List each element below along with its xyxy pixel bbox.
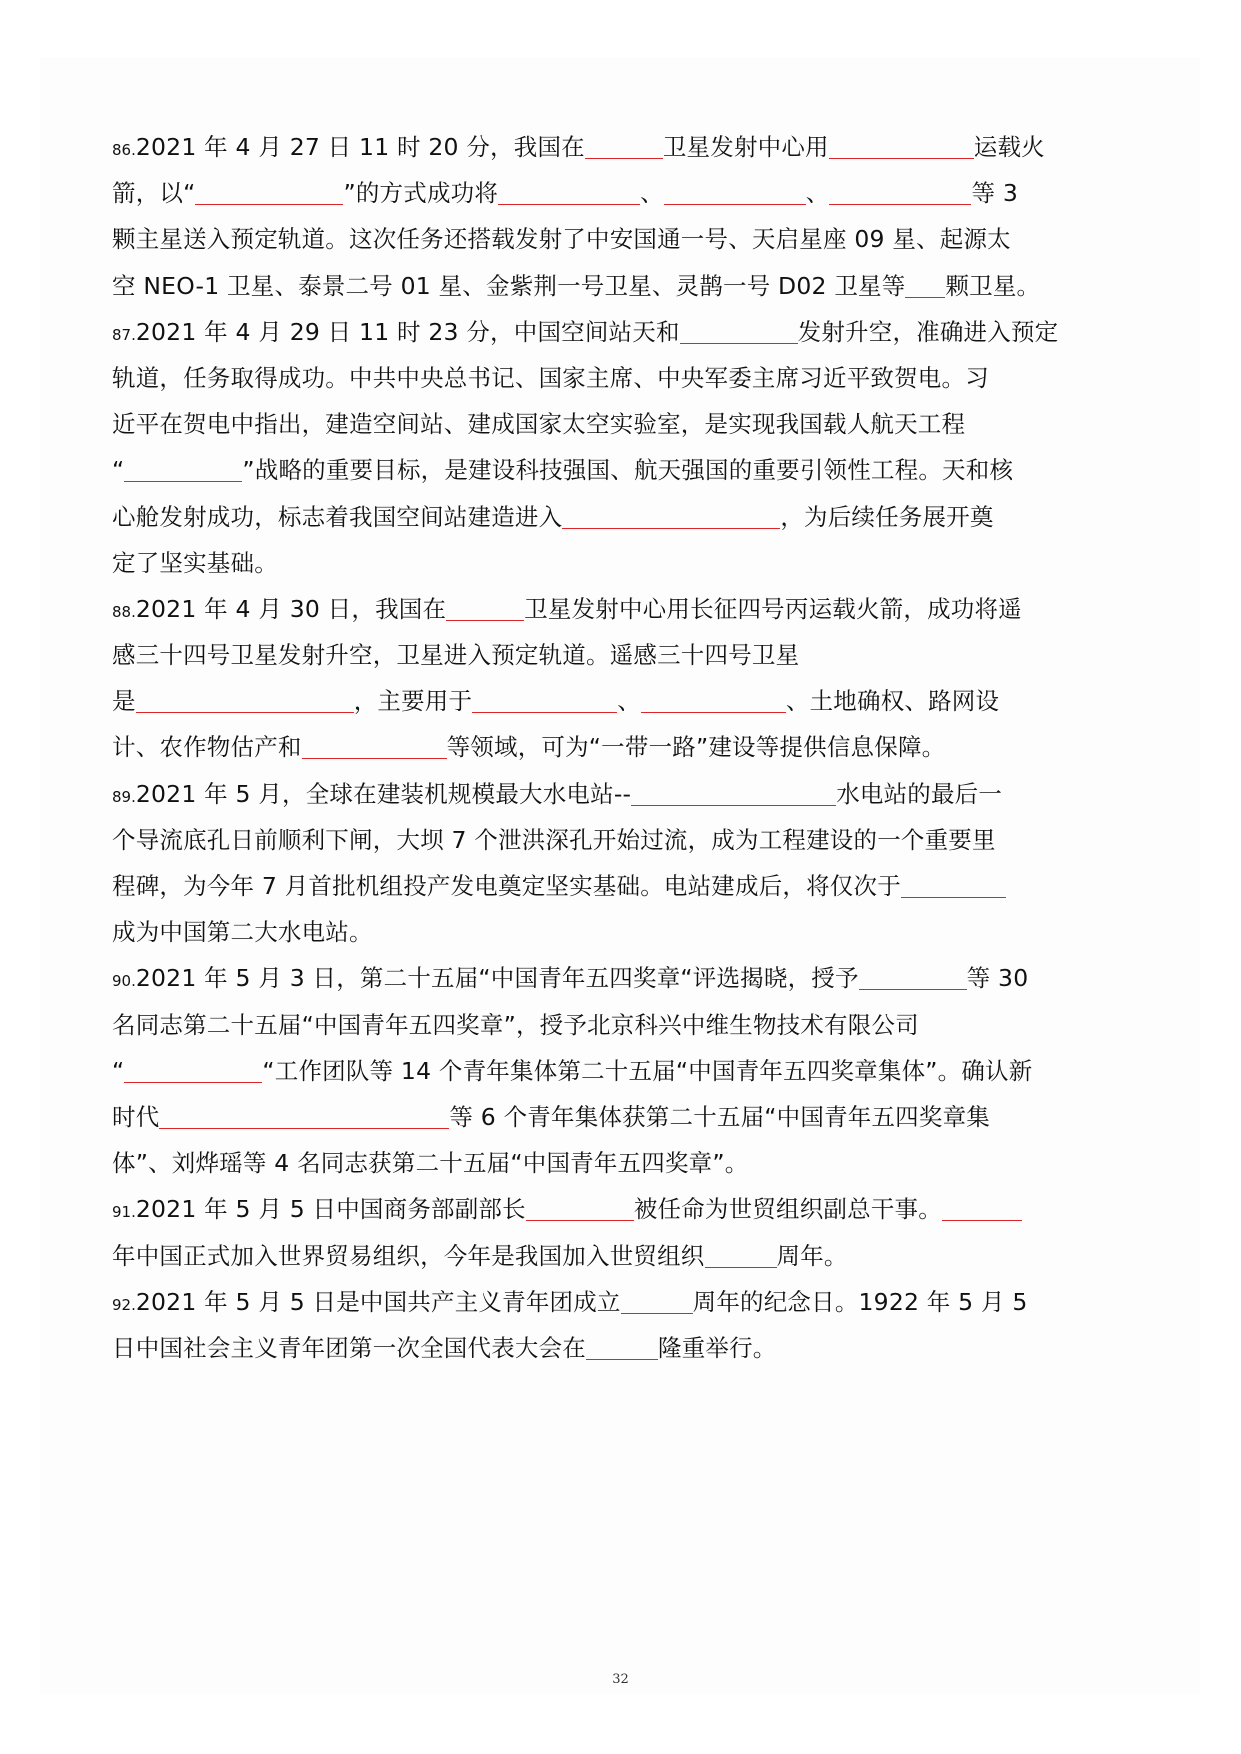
fill-in-blank[interactable] <box>526 1196 634 1221</box>
text-line <box>112 1325 1132 1371</box>
question-text: 2021 年 4 月 30 日，我国在 <box>135 594 447 623</box>
question-number: 92. <box>112 1295 136 1314</box>
question-text: 定了坚实基础。 <box>112 548 278 577</box>
question-text: 、 <box>617 687 641 716</box>
question-text: 2021 年 5 月 5 日是中国共产主义青年团成立 <box>135 1287 621 1316</box>
question-text: 计、农作物估产和 <box>112 733 302 762</box>
question-text: 发射升空，准确进入预定 <box>797 317 1059 346</box>
fill-in-blank[interactable] <box>901 873 1006 898</box>
question-number: 87. <box>112 325 136 344</box>
text-line <box>112 586 1132 632</box>
question-text: 运载火 <box>973 133 1045 161</box>
text-line <box>112 1094 1132 1140</box>
question-number: 91. <box>112 1203 136 1222</box>
fill-in-blank[interactable] <box>498 180 640 205</box>
question-number: 88. <box>112 602 136 621</box>
question-text: 2021 年 5 月，全球在建装机规模最大水电站-- <box>135 779 632 808</box>
text-line <box>112 401 1132 447</box>
text-line <box>112 216 1132 262</box>
text-line <box>112 124 1132 170</box>
text-line <box>112 817 1132 863</box>
fill-in-blank[interactable] <box>195 180 343 205</box>
question-text: 、 <box>640 179 664 208</box>
question-86 <box>112 124 1132 309</box>
text-line <box>112 678 1132 724</box>
text-line <box>112 909 1132 955</box>
text-line <box>112 632 1132 678</box>
question-text: ，主要用于 <box>353 687 473 716</box>
question-text: 名同志第二十五届“中国青年五四奖章”，授予北京科兴中维生物技术有限公司 <box>112 1010 919 1039</box>
fill-in-blank[interactable] <box>641 688 786 713</box>
question-87 <box>112 309 1132 586</box>
question-88 <box>112 586 1132 771</box>
question-text: ，为后续任务展开奠 <box>780 502 994 531</box>
fill-in-blank[interactable] <box>136 688 354 713</box>
text-line <box>112 1048 1132 1094</box>
question-text: 轨道，任务取得成功。中共中央总书记、国家主席、中央军委主席习近平致贺电。习 <box>112 363 989 392</box>
question-text: 空 NEO-1 卫星、泰景二号 01 星、金紫荆一号卫星、灵鹊一号 D02 卫星等 <box>112 271 906 300</box>
fill-in-blank[interactable] <box>859 965 967 990</box>
fill-in-blank[interactable] <box>585 134 663 159</box>
question-text: 等领域，可为“一带一路”建设等提供信息保障。 <box>446 733 946 762</box>
question-text: 颗主星送入预定轨道。这次任务还搭载发射了中安国通一号、天启星座 09 星、起源太 <box>112 225 1011 254</box>
text-line <box>112 494 1132 540</box>
question-text: ”的方式成功将 <box>343 179 499 208</box>
question-89 <box>112 771 1132 956</box>
question-text: ”战略的重要目标，是建设科技强国、航天强国的重要引领性工程。天和核 <box>242 456 1014 485</box>
question-text: 成为中国第二大水电站。 <box>112 918 373 947</box>
question-text: 周年。 <box>776 1241 848 1270</box>
fill-in-blank[interactable] <box>705 1243 777 1268</box>
question-text: 、 <box>805 179 830 208</box>
fill-in-blank[interactable] <box>680 319 798 344</box>
fill-in-blank[interactable] <box>562 504 780 529</box>
fill-in-blank[interactable] <box>621 1289 693 1314</box>
question-text: 体”、刘烨瑶等 4 名同志获第二十五届“中国青年五四奖章”。 <box>112 1149 749 1178</box>
text-line <box>112 263 1132 309</box>
text-line <box>112 170 1132 216</box>
question-text: 卫星发射中心用 <box>662 133 829 161</box>
question-text: 等 6 个青年集体获第二十五届“中国青年五四奖章集 <box>449 1102 990 1131</box>
fill-in-blank[interactable] <box>124 457 242 482</box>
question-text: 心舱发射成功，标志着我国空间站建造进入 <box>112 502 563 531</box>
question-text: 2021 年 4 月 29 日 11 时 23 分，中国空间站天和 <box>135 317 680 346</box>
question-text: 周年的纪念日。1922 年 5 月 5 <box>692 1287 1028 1316</box>
text-line <box>112 724 1132 770</box>
text-line <box>112 1002 1132 1048</box>
text-line <box>112 863 1132 909</box>
text-line <box>112 447 1132 493</box>
question-number: 86. <box>112 141 136 159</box>
question-text: 水电站的最后一 <box>836 779 1003 808</box>
text-line <box>112 540 1132 586</box>
question-text: 感三十四号卫星发射升空，卫星进入预定轨道。遥感三十四号卫星 <box>112 641 800 670</box>
question-text: 、土地确权、路网设 <box>785 687 1000 716</box>
question-text: “ <box>112 456 125 485</box>
fill-in-blank[interactable] <box>124 1058 262 1083</box>
fill-in-blank[interactable] <box>942 1196 1022 1221</box>
fill-in-blank[interactable] <box>664 180 806 205</box>
text-line <box>112 355 1132 401</box>
text-line <box>112 1186 1132 1232</box>
question-text: 隆重举行。 <box>658 1333 777 1362</box>
question-92 <box>112 1279 1132 1371</box>
question-text: 颗卫星。 <box>945 271 1041 300</box>
question-text: 是 <box>112 687 136 716</box>
question-text: 被任命为世贸组织副总干事。 <box>633 1195 942 1224</box>
question-text: 程碑，为今年 7 月首批机组投产发电奠定坚实基础。电站建成后，将仅次于 <box>112 872 901 900</box>
fill-in-blank[interactable] <box>829 180 971 205</box>
fill-in-blank[interactable] <box>586 1335 658 1360</box>
text-line <box>112 309 1132 355</box>
text-line <box>112 1279 1132 1325</box>
question-text: 2021 年 5 月 5 日中国商务部副部长 <box>135 1195 526 1224</box>
fill-in-blank[interactable] <box>472 688 617 713</box>
fill-in-blank[interactable] <box>631 781 836 806</box>
fill-in-blank[interactable] <box>446 596 524 621</box>
question-text: 年中国正式加入世界贸易组织，今年是我国加入世贸组织 <box>112 1241 705 1270</box>
question-text: 等 3 <box>971 179 1018 208</box>
text-line <box>112 1140 1132 1186</box>
text-line <box>112 1233 1132 1279</box>
fill-in-blank[interactable] <box>159 1104 449 1129</box>
fill-in-blank[interactable] <box>829 134 974 159</box>
question-text: 日中国社会主义青年团第一次全国代表大会在 <box>112 1333 586 1362</box>
question-text: 箭，以“ <box>112 179 196 208</box>
question-text: 卫星发射中心用长征四号丙运载火箭，成功将遥 <box>524 594 1022 623</box>
question-text: 2021 年 4 月 27 日 11 时 20 分，我国在 <box>135 133 585 161</box>
question-list <box>112 124 1132 1371</box>
question-text: 2021 年 5 月 3 日，第二十五届“中国青年五四奖章“评选揭晓，授予 <box>135 964 859 993</box>
question-text: 时代 <box>112 1102 160 1131</box>
page-number: 32 <box>612 1672 629 1687</box>
question-text: 等 30 <box>966 964 1029 993</box>
fill-in-blank[interactable] <box>302 734 447 759</box>
question-text: 个导流底孔日前顺利下闸，大坝 7 个泄洪深孔开始过流，成为工程建设的一个重要里 <box>112 825 996 854</box>
question-text: 近平在贺电中指出，建造空间站、建成国家太空实验室，是实现我国载人航天工程 <box>112 410 966 439</box>
fill-in-blank[interactable] <box>905 273 945 298</box>
question-text: “ <box>112 1056 125 1085</box>
question-number: 90. <box>112 972 136 991</box>
text-line <box>112 955 1132 1001</box>
question-text: “工作团队等 14 个青年集体第二十五届“中国青年五四奖章集体”。确认新 <box>262 1056 1033 1085</box>
question-91 <box>112 1186 1132 1278</box>
question-90 <box>112 955 1132 1186</box>
text-line <box>112 771 1132 817</box>
question-number: 89. <box>112 787 136 806</box>
